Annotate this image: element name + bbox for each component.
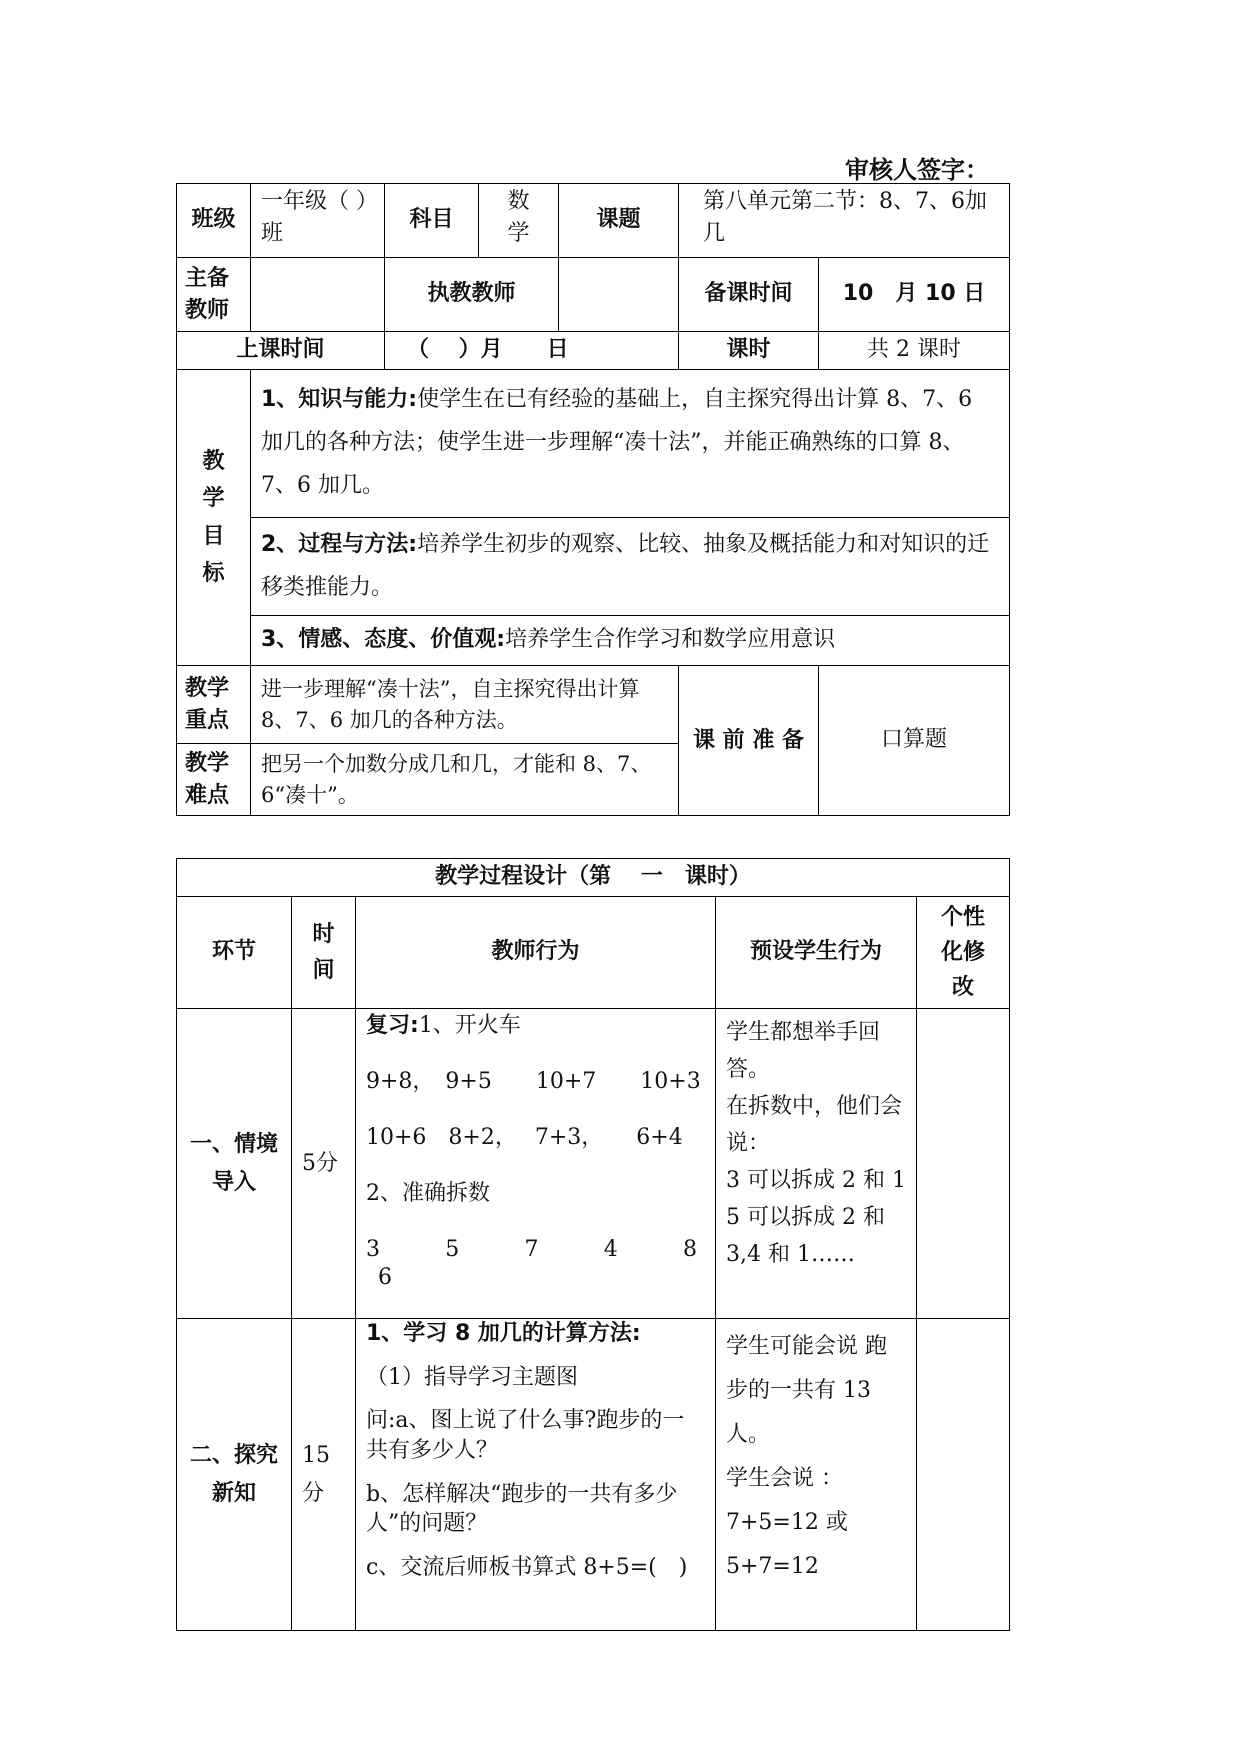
teacher-1-review-label: 复习: bbox=[366, 1013, 419, 1038]
difficulty-label: 教学难点 bbox=[177, 744, 251, 816]
student-1-line: 5 可以拆成 2 和 3,4 和 1…… bbox=[726, 1204, 885, 1267]
teacher-2-line3: 问:a、图上说了什么事?跑步的一共有多少人？ bbox=[366, 1408, 685, 1464]
header-student: 预设学生行为 bbox=[716, 897, 917, 1009]
exec-teacher-label: 执教教师 bbox=[385, 258, 559, 332]
teacher-1-line4: 2、准确拆数 bbox=[366, 1181, 490, 1207]
prep-time-label: 备课时间 bbox=[679, 258, 819, 332]
custom-1 bbox=[917, 1009, 1010, 1319]
student-1-line: 3 可以拆成 2 和 1 bbox=[726, 1167, 906, 1193]
teacher-2-line5: c、交流后师板书算式 8+5=( ) bbox=[366, 1555, 688, 1581]
header-stage: 环节 bbox=[177, 897, 292, 1009]
lesson-header-table bbox=[176, 183, 1010, 816]
header-time: 时间 bbox=[292, 897, 356, 1009]
class-label: 班级 bbox=[177, 184, 251, 258]
reviewer-signature-label: 审核人签字： bbox=[845, 156, 989, 184]
number-item: 5 bbox=[445, 1237, 460, 1263]
student-2-line: 学生可能会说 跑步的一共有 13 人。 bbox=[726, 1334, 887, 1447]
process-table bbox=[176, 858, 1010, 1631]
stage-2: 二、探究新知 bbox=[177, 1319, 292, 1631]
prep-time-value: 10 月 10 日 bbox=[819, 258, 1010, 332]
number-item: 3 bbox=[366, 1237, 380, 1263]
teacher-1-line2: 9+8， 9+5 10+7 10+3 bbox=[366, 1069, 701, 1095]
header-custom: 个性化修改 bbox=[917, 897, 1010, 1009]
number-item: 7 bbox=[524, 1237, 539, 1263]
stage-1: 一、情境导入 bbox=[177, 1009, 292, 1319]
teacher-1-numbers bbox=[366, 1233, 705, 1267]
objective-1-text: 使学生在已有经验的基础上，自主探究得出计算 8、7、6 加几的各种方法；使学生进一步理解“凑十法”，并能正确熟练的口算 8、7、6 加几。 bbox=[261, 387, 973, 498]
teacher-2-line1: 1、学习 8 加几的计算方法: bbox=[366, 1321, 641, 1346]
objective-2-title: 2、过程与方法: bbox=[261, 531, 418, 557]
header-teacher: 教师行为 bbox=[356, 897, 716, 1009]
objective-3-title: 3、情感、态度、价值观: bbox=[261, 627, 506, 653]
topic-label: 课题 bbox=[559, 184, 679, 258]
preparation-label: 课 前 准 备 bbox=[679, 666, 819, 816]
subject-label: 科目 bbox=[385, 184, 479, 258]
student-2-line: 5+7=12 bbox=[726, 1554, 819, 1579]
teacher-1-line1: 1、开火车 bbox=[418, 1013, 521, 1038]
exec-teacher-value bbox=[559, 258, 679, 332]
teacher-2-line2: （1）指导学习主题图 bbox=[366, 1364, 578, 1390]
process-title: 教学过程设计（第 一 课时） bbox=[177, 859, 1010, 897]
number-item: 6 bbox=[378, 1265, 392, 1291]
student-1-line: 在拆数中，他们会说： bbox=[726, 1093, 903, 1156]
key-point-text: 进一步理解“凑十法”，自主探究得出计算 8、7、6 加几的各种方法。 bbox=[251, 666, 679, 744]
objectives-label: 教学目标 bbox=[177, 370, 251, 666]
student-1 bbox=[716, 1009, 917, 1319]
period-label: 课时 bbox=[679, 332, 819, 370]
student-2-line: 7+5=12 或 bbox=[726, 1510, 848, 1535]
objective-2 bbox=[251, 518, 1010, 616]
objective-1-title: 1、知识与能力: bbox=[261, 387, 418, 413]
number-item: 8 bbox=[683, 1237, 697, 1263]
objective-3-text: 培养学生合作学习和数学应用意识 bbox=[505, 627, 836, 653]
teacher-1-line3: 10+6 8+2， 7+3， 6+4 bbox=[366, 1125, 683, 1151]
difficulty-text: 把另一个加数分成几和几，才能和 8、7、6“凑十”。 bbox=[251, 744, 679, 816]
student-2 bbox=[716, 1319, 917, 1631]
class-value: 一年级（ ）班 bbox=[251, 184, 385, 258]
time-2: 15分 bbox=[292, 1319, 356, 1631]
topic-value: 第八单元第二节：8、7、6加几 bbox=[679, 184, 1010, 258]
main-teacher-label: 主备教师 bbox=[177, 258, 251, 332]
class-time-label: 上课时间 bbox=[177, 332, 385, 370]
teacher-2-line4: b、怎样解决“跑步的一共有多少人”的问题？ bbox=[366, 1481, 678, 1537]
custom-2 bbox=[917, 1319, 1010, 1631]
key-point-label: 教学重点 bbox=[177, 666, 251, 744]
objective-2-text: 培养学生初步的观察、比较、抽象及概括能力和对知识的迁移类推能力。 bbox=[261, 531, 990, 600]
student-1-line: 学生都想举手回答。 bbox=[726, 1020, 881, 1082]
preparation-value: 口算题 bbox=[819, 666, 1010, 816]
student-2-line: 学生会说 ： bbox=[726, 1466, 843, 1491]
period-value: 共 2 课时 bbox=[819, 332, 1010, 370]
time-1: 5分 bbox=[292, 1009, 356, 1319]
main-teacher-value bbox=[251, 258, 385, 332]
objective-1 bbox=[251, 370, 1010, 518]
objective-3 bbox=[251, 616, 1010, 666]
subject-value: 数学 bbox=[479, 184, 559, 258]
teacher-2 bbox=[356, 1319, 716, 1631]
teacher-1 bbox=[356, 1009, 716, 1319]
class-time-value: （ ）月 日 bbox=[385, 332, 679, 370]
number-item: 4 bbox=[603, 1237, 618, 1263]
